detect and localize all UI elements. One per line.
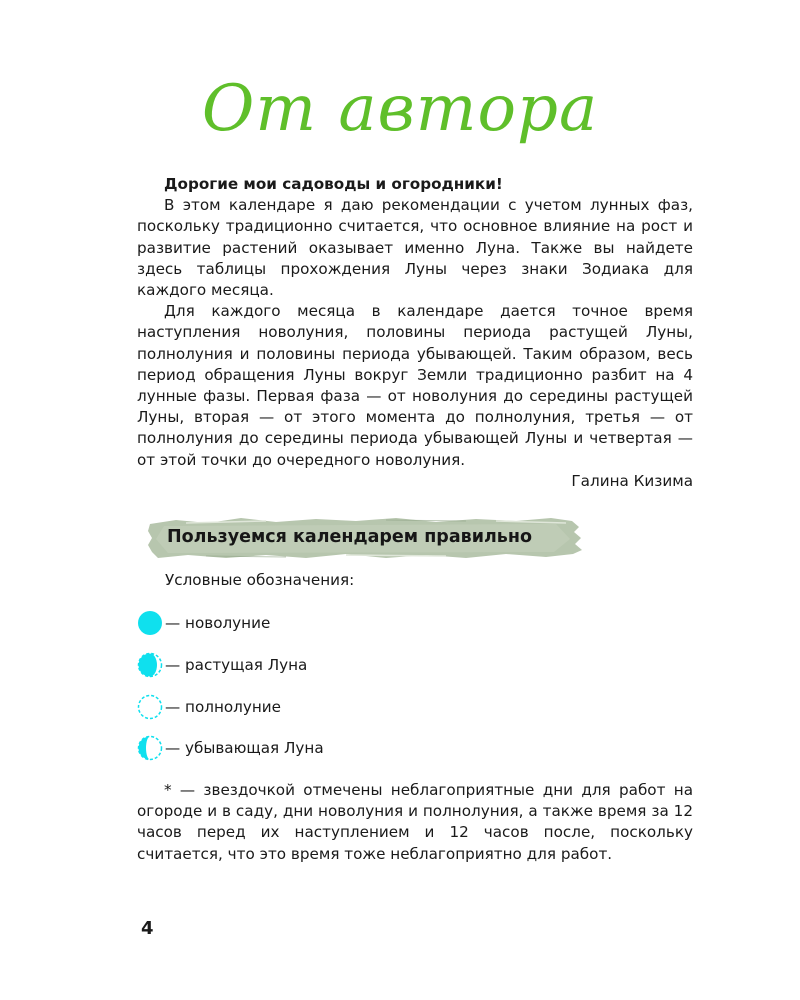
legend-item-new-moon (135, 610, 270, 636)
author-signature: Галина Кизима (571, 471, 693, 490)
waxing-moon-icon (135, 652, 164, 678)
author-intro (137, 174, 693, 492)
page-number: 4 (141, 918, 154, 939)
legend-label: — убывающая Луна (165, 739, 324, 757)
new-moon-icon (135, 610, 164, 636)
legend-label: — полнолуние (165, 698, 282, 716)
full-moon-icon (135, 694, 164, 720)
section-title: Пользуемся календарем правильно (167, 527, 532, 547)
legend-label: — новолуние (165, 614, 271, 632)
legend-title: Условные обозначения: (165, 571, 355, 589)
waning-moon-icon (135, 735, 164, 761)
legend-item-waning-moon (135, 735, 324, 761)
legend-item-full-moon (135, 694, 281, 720)
section-banner (146, 515, 588, 562)
greeting: Дорогие мои садоводы и огородники! (164, 175, 503, 193)
legend-item-waxing-moon (135, 652, 307, 678)
intro-paragraph: Для каждого месяца в календаре дается точное время наступления новолуния, половины периода растущей Луны, полнолуния и половины периода убывающей. Таким образом, весь период обращения Луны вокруг Земли традиционно разбит на 4 лунные фазы. Первая фаза — от новолуния до середины растущей Луны, вторая — от этого момента до полнолуния, третья — от полнолуния до середины периода убывающей Луны и четвертая — от этой точки до очередного новолуния. (137, 302, 693, 469)
page-title: От автора (201, 72, 599, 146)
legend-label: — растущая Луна (165, 656, 308, 674)
footnote: * — звездочкой отмечены неблагоприятные дни для работ на огороде и в саду, дни новолуния и полнолуния, а также время за 12 часов перед их наступлением и 12 часов после, поскольку считается, что это время тоже неблагоприятно для работ. (137, 781, 693, 863)
intro-paragraph: В этом календаре я даю рекомендации с учетом лунных фаз, поскольку традиционно считается, что основное влияние на рост и развитие растений оказывает именно Луна. Также вы найдете здесь таблицы прохождения Луны через знаки Зодиака для каждого месяца. (137, 196, 693, 300)
